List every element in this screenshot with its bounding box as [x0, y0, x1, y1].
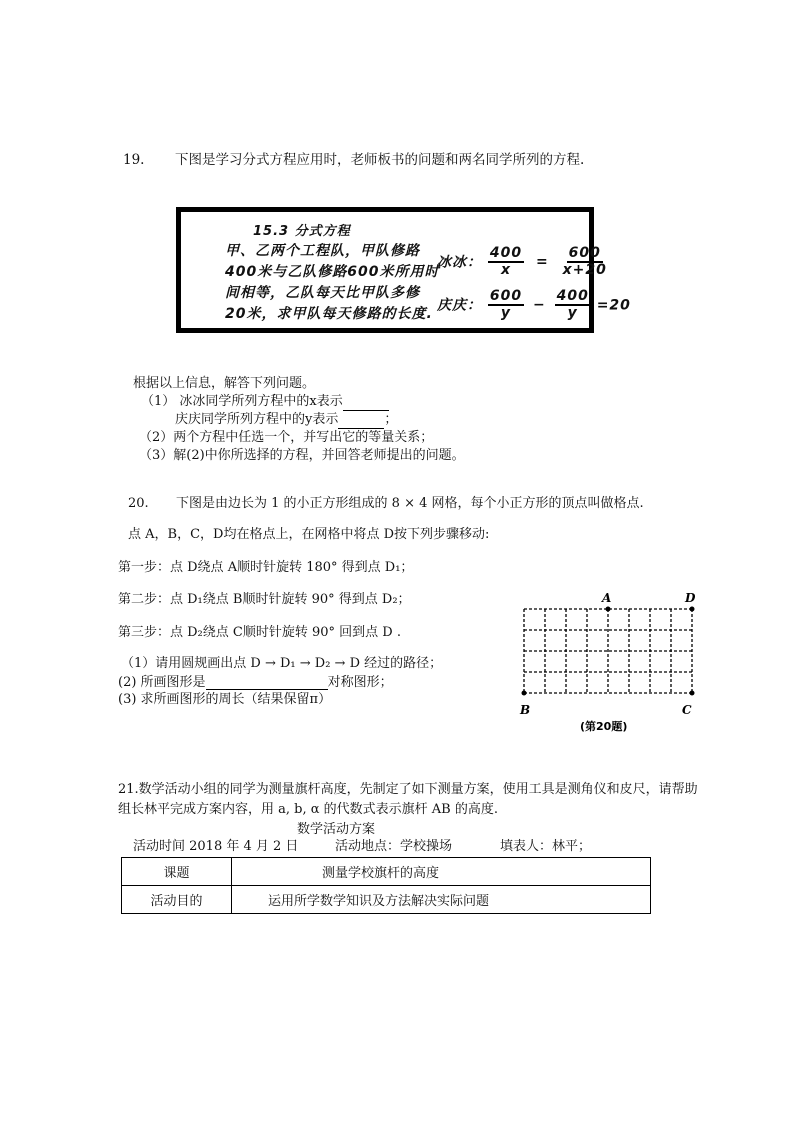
step-3: 第三步：点 D₂绕点 C顺时针旋转 90° 回到点 D . — [118, 625, 401, 640]
step-1: 第一步：点 D绕点 A顺时针旋转 180° 得到点 D₁； — [118, 560, 414, 575]
grid-figure — [510, 590, 710, 744]
point-b-dot — [522, 691, 527, 696]
activity-plan-table — [121, 857, 651, 914]
qingqing-label: 庆庆： — [437, 297, 482, 314]
board-title: 15.3 分式方程 — [253, 224, 351, 239]
point-c-dot — [690, 691, 695, 696]
qingqing-equation: 庆庆： $\frac{600}{y}$ − $\frac{400}{y}$ =20 — [437, 288, 631, 322]
plan-meta-place: 活动地点：学校操场 — [335, 839, 453, 854]
question-19-stem — [123, 148, 584, 168]
question-number: 19. — [123, 152, 145, 168]
grid-svg — [510, 590, 710, 740]
point-a-dot — [606, 607, 611, 612]
fraction: $\frac{600}{x+20}$ — [562, 245, 607, 279]
intro-text: 根据以上信息，解答下列问题。 — [133, 376, 316, 391]
label-c: C — [682, 703, 692, 717]
plan-meta-filler: 填表人：林平； — [500, 839, 592, 854]
answer-blank[interactable] — [338, 414, 384, 429]
question-text: 下图是学习分式方程应用时，老师板书的问题和两名同学所列的方程. — [175, 152, 585, 168]
plan-title: 数学活动方案 — [297, 822, 376, 837]
question-19-subquestions — [133, 375, 465, 465]
label-b: B — [520, 703, 531, 717]
board-line-1: 甲、乙两个工程队，甲队修路 — [225, 243, 420, 259]
step-2: 第二步：点 D₁绕点 B顺时针旋转 90° 得到点 D₂； — [118, 592, 411, 607]
board-line-4: 20米，求甲队每天修路的长度. — [225, 306, 433, 322]
label-a: A — [602, 591, 612, 605]
board-line-2: 400米与乙队修路600米所用时 — [225, 264, 440, 280]
bingbing-equation: 冰冰： $\frac{400}{x}$ = $\frac{600}{x+20}$ — [437, 245, 607, 279]
question-21-stem: 21.数学活动小组的同学为测量旗杆高度，先制定了如下测量方案，使用工具是测角仪和皮尺，请帮助组长林平完成方案内容，用 a, b, α 的代数式表示旗杆 AB 的高度. — [118, 782, 698, 817]
plan-meta-time: 活动时间 2018 年 4 月 2 日 — [133, 839, 299, 854]
row-value: 测量学校旗杆的高度 — [232, 858, 651, 886]
question-20-stem — [128, 492, 644, 511]
subquestion-1a: （1） 冰冰同学所列方程中的x表示 — [133, 393, 465, 411]
label-d: D — [685, 591, 696, 605]
row-label: 课题 — [122, 858, 232, 886]
blackboard-image — [176, 207, 631, 333]
q20-subquestion-1: （1）请用圆规画出点 D → D₁ → D₂ → D 经过的路径； — [121, 656, 443, 671]
answer-blank[interactable] — [343, 396, 389, 411]
subquestion-1b: 庆庆同学所列方程中的y表示 ； — [175, 412, 398, 427]
table-row — [122, 886, 651, 914]
fraction: $\frac{600}{y}$ — [489, 288, 523, 322]
fraction: $\frac{400}{y}$ — [556, 288, 589, 322]
question-text: 下图是由边长为 1 的小正方形组成的 8 × 4 网格，每个小正方形的顶点叫做格点. — [176, 496, 644, 511]
question-20-line2: 点 A，B，C，D均在格点上，在网格中将点 D按下列步骤移动: — [128, 527, 490, 542]
subquestion-3: （3）解(2)中你所选择的方程，并回答老师提出的问题。 — [139, 448, 465, 463]
row-value: 运用所学数学知识及方法解决实际问题 — [232, 886, 651, 914]
board-line-3: 间相等，乙队每天比甲队多修 — [225, 285, 420, 301]
grid-lines — [524, 609, 692, 693]
subquestion-2: （2）两个方程中任选一个，并写出它的等量关系； — [139, 430, 434, 445]
point-d-dot — [690, 607, 695, 612]
q20-subquestion-2: (2) 所画图形是 对称图形； — [118, 675, 393, 690]
table-row — [122, 858, 651, 886]
q20-subquestion-3: (3) 求所画图形的周长（结果保留π） — [118, 692, 332, 707]
fraction: $\frac{400}{x}$ — [489, 245, 523, 279]
figure-caption: (第20题) — [580, 720, 628, 733]
question-number: 20. — [128, 496, 149, 511]
row-label: 活动目的 — [122, 886, 232, 914]
bingbing-label: 冰冰： — [437, 254, 482, 271]
